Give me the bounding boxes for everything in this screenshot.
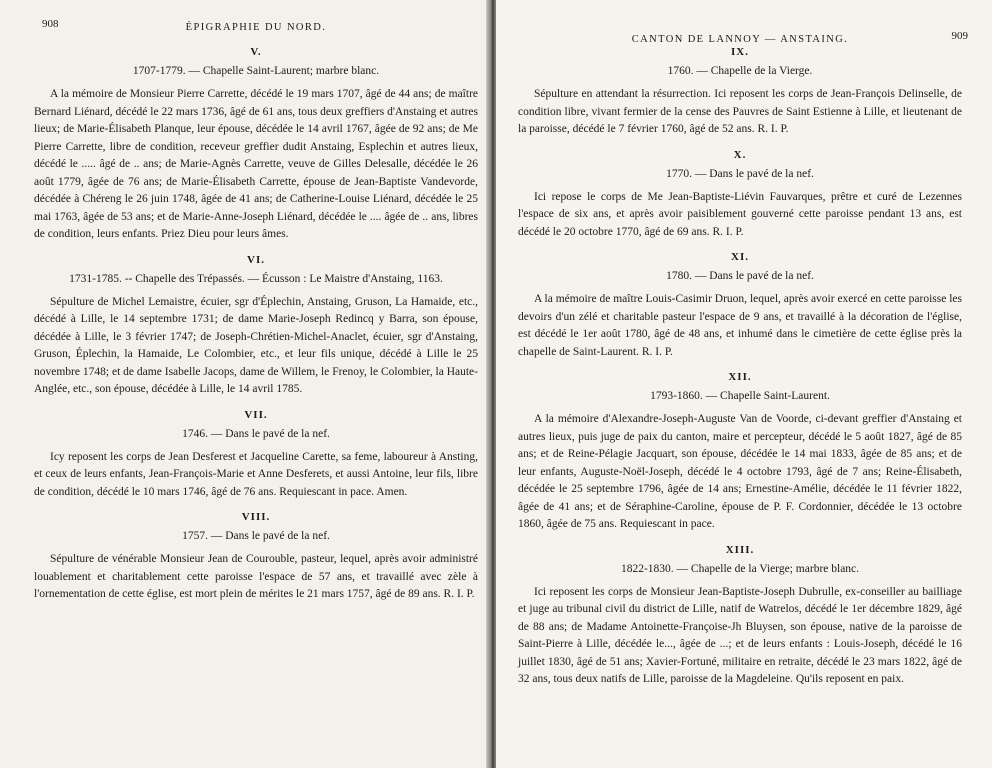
section-heading: 1731-1785. -- Chapelle des Trépassés. — Écusson : Le Maistre d'Anstaing, 1163. (69, 272, 443, 285)
right-page (496, 0, 992, 768)
inscription-xiii (518, 544, 962, 689)
section-numeral: VIII. (241, 511, 271, 523)
section-numeral: XIII. (725, 543, 755, 556)
section-numeral: V. (250, 46, 262, 58)
inscription-ix (518, 46, 962, 139)
section-heading: 1760. — Chapelle de la Vierge. (667, 65, 813, 77)
section-text: Sépulture en attendant la résurrection. Ici reposent les corps de Jean-François Delinselle, de condition libre, vivant fermier de la cense des Pauvres de Saint Estienne à Lille, et lieutenant de la paroisse, décédé le 7 février 1760, âgé de 52 ans. R. I. P. (518, 88, 962, 135)
section-heading: 1707-1779. — Chapelle Saint-Laurent; marbre blanc. (132, 65, 380, 77)
section-numeral: XII. (728, 371, 752, 383)
inscription-vi (34, 254, 478, 399)
left-page-header (34, 16, 478, 36)
section-text: Sépulture de vénérable Monsieur Jean de Courouble, pasteur, lequel, après avoir administré louablement et charitablement cette paroisse l'espace de 57 ans, et travaillé avec zèle à l'ornementation de cette église, est mort plein de mérites le 21 mars 1757, âgé de 89 ans. R. I. P. (34, 553, 478, 600)
right-page-header (518, 16, 968, 45)
page-number-right: 909 (951, 30, 968, 42)
page-number-left: 908 (42, 18, 59, 30)
section-heading: 1770. — Dans le pavé de la nef. (666, 167, 814, 180)
section-heading: 1746. — Dans le pavé de la nef. (182, 427, 330, 440)
section-numeral: VII. (244, 408, 268, 421)
section-text: A la mémoire de maître Louis-Casimir Druon, lequel, après avoir exercé en cette paroisse les devoirs d'un zélé et charitable pasteur l'espace de 9 ans, et travaillé à la décoration de l'église, est décédé le 1er août 1780, âgé de 48 ans, et inhumé dans le cimetière de cette église près la chapelle de Saint-Laurent. R. I. P. (518, 293, 962, 358)
inscription-vii (34, 409, 478, 502)
running-title-right: CANTON DE LANNOY — ANSTAING. (631, 34, 849, 45)
section-numeral: VI. (247, 253, 265, 266)
inscription-xii (518, 371, 962, 534)
inscription-viii (34, 511, 478, 604)
inscription-v (34, 46, 478, 244)
section-heading: 1793-1860. — Chapelle Saint-Laurent. (650, 390, 830, 402)
section-heading: 1822-1830. — Chapelle de la Vierge; marbre blanc. (620, 562, 860, 575)
running-title-left: ÉPIGRAPHIE DU NORD. (185, 22, 327, 33)
section-numeral: IX. (731, 46, 749, 58)
left-page (0, 0, 490, 768)
section-text: Ici reposent les corps de Monsieur Jean-Baptiste-Joseph Dubrulle, ex-conseiller au bailliage et juge au tribunal civil du district de Lille, natif de Watrelos, décédé le 1er décembre 1829, âgé de 88 ans; de Madame Antoinette-Françoise-Jh Bluysen, son épouse, native de la paroisse de Saint-Pierre à Lille, décédée le..., âgée de ...; et de leurs enfants : Louis-Joseph, décédé le 16 juillet 1830, âgé de 51 ans; Xavier-Fortuné, militaire en retraite, décédé le 23 mars 1822, âgé de 32 ans, tous deux natifs de Lille, paroisse de la Magdeleine. Qu'ils reposent en paix. (518, 585, 962, 685)
inscription-xi (518, 251, 962, 361)
section-text: Sépulture de Michel Lemaistre, écuier, sgr d'Éplechin, Anstaing, Gruson, La Hamaide, etc., décédé à Lille, le 14 septembre 1731; de dame Marie-Joseph Redincq y Barra, son épouse, décédée à Lille, le 3 février 1747; de Joseph-Chrétien-Michel-Anaclet, écuier, sgr d'Anstaing, Gruson, Éplechin, la Hamaide, Le Colombier, etc., et leur fils unique, décédé à Lille le 25 novembre 1748; et de dame Isabelle Jacops, dame de Willem, le Frenoy, le Colombier, la Haute-Anglée, etc., son épouse, décédée à Lille, le 14 avril 1785. (34, 295, 478, 395)
inscription-x (518, 149, 962, 242)
section-numeral: XI. (731, 251, 749, 263)
section-text: A la mémoire d'Alexandre-Joseph-Auguste Van de Voorde, ci-devant greffier d'Anstaing et autres lieux, puis juge de paix du canton, maire et percepteur, décédé le 5 août 1827, âgé de 85 ans; et de Reine-Pélagie Jacquart, son épouse, décédée le 14 mai 1833, âgée de 85 ans; et de leur enfants, Auguste-Noël-Joseph, décédé le 4 octobre 1793, âgé de 7 ans; Reine-Élisabeth, décédée le 25 septembre 1796, âgée de 14 ans; Ernestine-Amélie, décédée le 11 février 1822, âgée de 41 ans; et de Séraphine-Caroline, épouse de P. F. Cordonnier, décédée le 13 octobre 1860, âgée de 75 ans. Requiescant in pace. (518, 413, 962, 530)
section-text: Ici repose le corps de Me Jean-Baptiste-Liévin Fauvarques, prêtre et curé de Lezennes l'espace de six ans, et après avoir paisiblement gouverné cette paroisse pendant 13 ans, est décédé le 20 octobre 1770, âgé de 69 ans. R. I. P. (518, 190, 962, 238)
section-numeral: X. (733, 148, 747, 161)
section-text: Icy reposent les corps de Jean Desferest et Jacqueline Carette, sa feme, laboureur à Ansting, et ceux de leurs enfants, Jean-François-Marie et Anne Desferets, et aussi Antoine, leur fils, libre de condition, décédé le 10 mars 1746, âgé de 76 ans. Requiescant in pace. Amen. (34, 450, 478, 498)
section-text: A la mémoire de Monsieur Pierre Carrette, décédé le 19 mars 1707, âgé de 44 ans; de maître Bernard Liénard, décédé le 22 mars 1736, âgé de 61 ans, tous deux greffiers d'Anstaing et autres lieux; de Marie-Élisabeth Planque, leur épouse, décédée le 14 avril 1767, âgée de 92 ans; de Me Pierre Carrette, libre de condition, receveur greffier dudit Anstaing, Esplechin et autres lieux, décédé le ..... âgé de .. ans; de Marie-Agnès Carrette, veuve de Gilles Delesalle, décédée le 26 août 1779, âgée de 76 ans; de Marie-Élisabeth Carrette, épouse de Jean-Baptiste Vandevorde, décédée à Chéreng le 26 juin 1748, âgée de 41 ans; de Catherine-Louise Liénard, décédée le 25 mai 1763, âgée de 53 ans; et de Marie-Anne-Joseph Liénard, décédée le .... âgée de .. ans, libres de condition, leurs enfants. Priez Dieu pour leurs âmes. (34, 88, 478, 240)
section-heading: 1780. — Dans le pavé de la nef. (666, 270, 814, 282)
section-heading: 1757. — Dans le pavé de la nef. (182, 530, 330, 542)
